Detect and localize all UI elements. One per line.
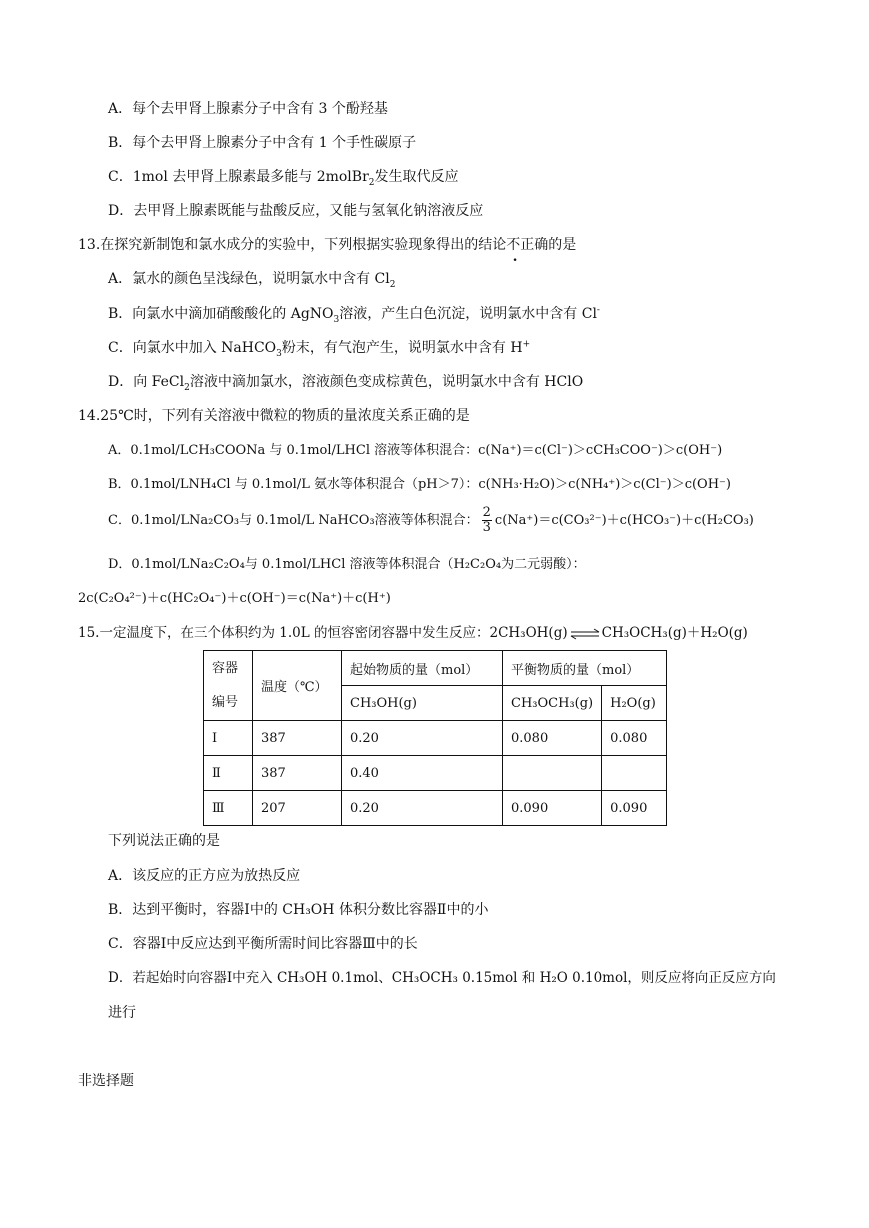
table-cell: 387 <box>253 756 342 791</box>
table-cell: 0.080 <box>602 721 667 756</box>
header-ch3och3: CH₃OCH₃(g) <box>503 686 602 721</box>
section-heading: 非选择题 <box>78 1073 134 1089</box>
q14-option-d: D．0.1mol/LNa₂C₂O₄与 0.1mol/LHCl 溶液等体积混合（H₂C₂O₄为二元弱酸）： <box>108 557 586 572</box>
q15-option-b: B．达到平衡时，容器Ⅰ中的 CH₃OH 体积分数比容器Ⅱ中的小 <box>108 902 489 918</box>
header-equilibrium-amount: 平衡物质的量（mol） <box>503 651 667 686</box>
table-cell: 0.080 <box>503 721 602 756</box>
table-cell: 0.20 <box>342 721 503 756</box>
q15-option-a: A．该反应的正方应为放热反应 <box>108 868 301 884</box>
q13-option-a: A．氯水的颜色呈浅绿色，说明氯水中含有 $Cl_2$ <box>108 271 396 290</box>
equilibrium-arrow-icon <box>570 628 600 640</box>
table-cell: 207 <box>253 791 342 826</box>
table-cell: Ⅱ <box>204 756 253 791</box>
q15-stem: 15.一定温度下，在三个体积约为 1.0L 的恒容密闭容器中发生反应：2CH₃OH(g) CH₃OCH₃(g)＋H₂O(g) <box>78 625 748 641</box>
header-start-amount: 起始物质的量（mol） <box>342 651 503 686</box>
q14-option-a: A．0.1mol/LCH₃COONa 与 0.1mol/LHCl 溶液等体积混合：c(Na⁺)＝c(Cl⁻)＞cCH₃COO⁻)＞c(OH⁻) <box>108 443 723 458</box>
header-h2o: H₂O(g) <box>602 686 667 721</box>
table-row <box>204 756 667 791</box>
q12-option-a: A．每个去甲肾上腺素分子中含有 3 个酚羟基 <box>108 101 388 117</box>
table-cell: 0.090 <box>503 791 602 826</box>
q12-option-b: B．每个去甲肾上腺素分子中含有 1 个手性碳原子 <box>108 135 417 151</box>
q13-option-c: C．向氯水中加入 NaHCO$_3$粉末，有气泡产生，说明氯水中含有 H+ <box>108 339 531 359</box>
table-row <box>204 791 667 826</box>
header-temperature: 温度（℃） <box>253 651 342 721</box>
q13-option-d: D．向 FeCl$_2$溶液中滴加氯水，溶液颜色变成棕黄色，说明氯水中含有 HClO <box>108 374 584 393</box>
table-row <box>204 721 667 756</box>
q14-option-c: C．0.1mol/LNa₂CO₃与 0.1mol/L NaHCO₃溶液等体积混合： $\frac{2}{3}$ c(Na⁺)＝c(CO₃²⁻)＋c(HCO₃⁻)＋c(H₂CO₃) <box>108 505 754 535</box>
equilibrium-table <box>203 650 667 826</box>
q12-option-c: C．1mol 去甲肾上腺素最多能与 2molBr$_2$发生取代反应 <box>108 169 459 188</box>
header-ch3oh: CH₃OH(g) <box>342 686 503 721</box>
q15-option-c: C．容器Ⅰ中反应达到平衡所需时间比容器Ⅲ中的长 <box>108 936 418 952</box>
table-cell: 0.20 <box>342 791 503 826</box>
fraction: $\frac{2}{3}$ <box>482 505 491 535</box>
table-cell: Ⅰ <box>204 721 253 756</box>
q13-stem: 13.在探究新制饱和氯水成分的实验中，下列根据实验现象得出的结论不正确的是 <box>78 237 577 253</box>
table-cell: 387 <box>253 721 342 756</box>
table-cell: Ⅲ <box>204 791 253 826</box>
table-cell: 0.40 <box>342 756 503 791</box>
q14-option-b: B．0.1mol/LNH₄Cl 与 0.1mol/L 氨水等体积混合（pH＞7）：c(NH₃·H₂O)＞c(NH₄⁺)＞c(Cl⁻)＞c(OH⁻) <box>108 477 731 492</box>
q15-lead: 下列说法正确的是 <box>108 833 220 849</box>
table-cell: 0.090 <box>602 791 667 826</box>
q13-option-b: B．向氯水中滴加硝酸酸化的 AgNO$_3$溶液，产生白色沉淀，说明氯水中含有 Cl- <box>108 305 600 325</box>
q14-option-d-cont: 2c(C₂O₄²⁻)＋c(HC₂O₄⁻)＋c(OH⁻)＝c(Na⁺)＋c(H⁺) <box>78 591 391 606</box>
table-cell <box>602 756 667 791</box>
q15-option-d-cont: 进行 <box>108 1005 136 1021</box>
table-cell <box>503 756 602 791</box>
q14-stem: 14.25℃时，下列有关溶液中微粒的物质的量浓度关系正确的是 <box>78 408 470 424</box>
q15-option-d: D．若起始时向容器Ⅰ中充入 CH₃OH 0.1mol、CH₃OCH₃ 0.15mol 和 H₂O 0.10mol，则反应将向正反应方向 <box>108 970 776 986</box>
q12-option-d: D．去甲肾上腺素既能与盐酸反应，又能与氢氧化钠溶液反应 <box>108 203 484 219</box>
header-container: 容器 编号 <box>204 651 253 721</box>
